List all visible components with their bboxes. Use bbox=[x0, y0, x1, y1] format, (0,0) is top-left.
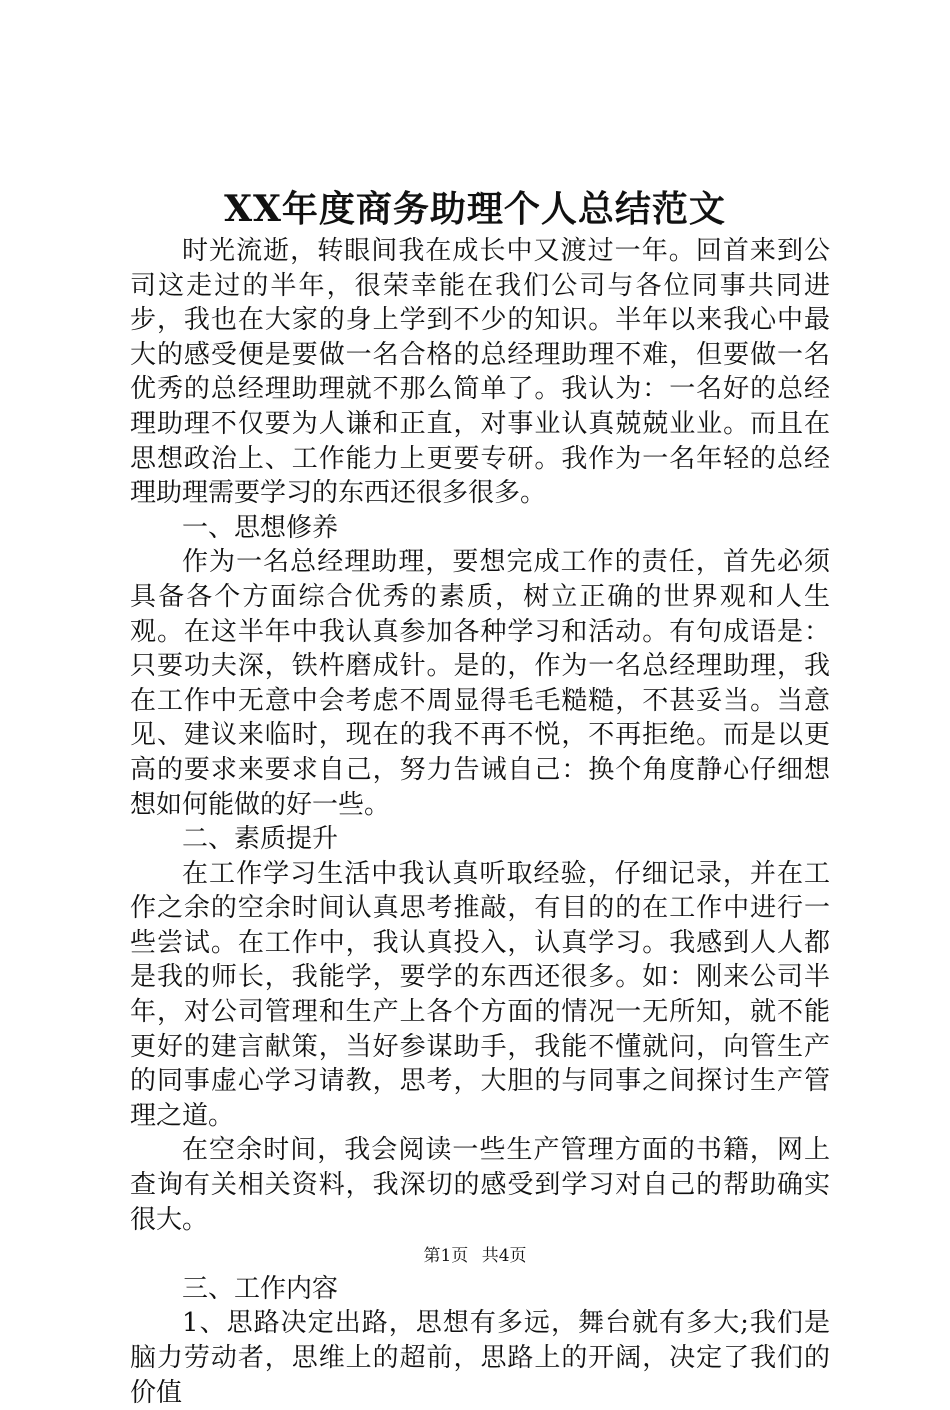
section-quality-paragraph: 在工作学习生活中我认真听取经验，仔细记录，并在工作之余的空余时间认真思考推敲，有目的的在工作中进行一些尝试。在工作中，我认真投入，认真学习。我感到人人都是我的师长，我能学，要学的东西还很多。如：刚来公司半年，对公司管理和生产上各个方面的情况一无所知，就不能更好的建言献策，当好参谋助手，我能不懂就问，向管生产的同事虚心学习请教，思考，大胆的与同事之间探讨生产管理之道。 bbox=[130, 858, 830, 1131]
section-heading-thought: 一、思想修养 bbox=[182, 512, 339, 543]
document-body bbox=[130, 234, 830, 1410]
section-work-paragraph: 1、思路决定出路，思想有多远，舞台就有多大;我们是脑力劳动者，思维上的超前，思路上的开阔，决定了我们的价值 bbox=[130, 1308, 830, 1408]
section-thought-paragraph: 作为一名总经理助理，要想完成工作的责任，首先必须具备各个方面综合优秀的素质，树立正确的世界观和人生观。在这半年中我认真参加各种学习和活动。有句成语是：只要功夫深，铁杵磨成针。是的，作为一名总经理助理，我在工作中无意中会考虑不周显得毛毛糙糙，不甚妥当。当意见、建议来临时，现在的我不再不悦，不再拒绝。而是以更高的要求来要求自己，努力告诫自己：换个角度静心仔细想想如何能做的好一些。 bbox=[130, 547, 830, 820]
section-heading-quality: 二、素质提升 bbox=[182, 824, 339, 855]
page-total: 共4页 bbox=[481, 1246, 527, 1266]
page-number: 第1页 bbox=[423, 1246, 469, 1266]
intro-paragraph: 时光流逝，转眼间我在成长中又渡过一年。回首来到公司这走过的半年，很荣幸能在我们公司与各位同事共同进步，我也在大家的身上学到不少的知识。半年以来我心中最大的感受便是要做一名合格的总经理助理不难，但要做一名优秀的总经理助理就不那么简单了。我认为：一名好的总经理助理不仅要为人谦和正直，对事业认真兢兢业业。而且在思想政治上、工作能力上更要专研。我作为一名年轻的总经理助理需要学习的东西还很多很多。 bbox=[130, 236, 830, 509]
page-footer bbox=[0, 1244, 950, 1268]
section-heading-work: 三、工作内容 bbox=[182, 1273, 339, 1304]
section-quality-paragraph: 在空余时间，我会阅读一些生产管理方面的书籍，网上查询有关相关资料，我深切的感受到学习对自己的帮助确实很大。 bbox=[130, 1135, 830, 1235]
document-title: XX年度商务助理个人总结范文 bbox=[224, 188, 726, 230]
